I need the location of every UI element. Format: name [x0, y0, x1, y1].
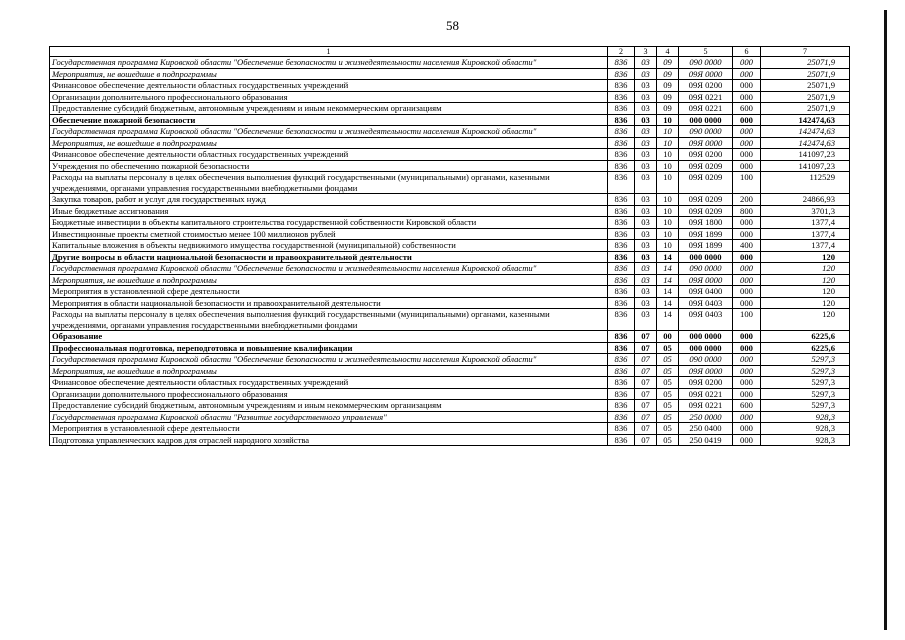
- description-cell: Организации дополнительного профессионального образования: [50, 91, 608, 103]
- amount-cell: 120: [761, 297, 850, 309]
- amount-cell: 5297,3: [761, 400, 850, 412]
- description-cell: Мероприятия, не вошедшие в подпрограммы: [50, 365, 608, 377]
- header-cell: 2: [608, 47, 635, 57]
- expense-type-cell: 200: [733, 194, 761, 206]
- ministry-code-cell: 836: [608, 91, 635, 103]
- ministry-code-cell: 836: [608, 126, 635, 138]
- ministry-code-cell: 836: [608, 274, 635, 286]
- section-cell: 03: [635, 160, 657, 172]
- description-cell: Государственная программа Кировской области "Обеспечение безопасности и жизнедеятельности населения Кировской области": [50, 57, 608, 69]
- target-article-cell: 09Я 0400: [679, 286, 733, 298]
- budget-table: [49, 46, 850, 446]
- description-cell: Государственная программа Кировской области "Обеспечение безопасности и жизнедеятельности населения Кировской области": [50, 126, 608, 138]
- target-article-cell: 000 0000: [679, 342, 733, 354]
- target-article-cell: 250 0400: [679, 423, 733, 435]
- section-cell: 07: [635, 377, 657, 389]
- expense-type-cell: 000: [733, 149, 761, 161]
- table-row: [50, 160, 850, 172]
- ministry-code-cell: 836: [608, 377, 635, 389]
- ministry-code-cell: 836: [608, 205, 635, 217]
- description-cell: Мероприятия, не вошедшие в подпрограммы: [50, 68, 608, 80]
- subsection-cell: 05: [657, 411, 679, 423]
- table-row: [50, 80, 850, 92]
- description-cell: Образование: [50, 331, 608, 343]
- expense-type-cell: 400: [733, 240, 761, 252]
- section-cell: 03: [635, 194, 657, 206]
- section-cell: 03: [635, 172, 657, 194]
- section-cell: 07: [635, 411, 657, 423]
- description-cell: Мероприятия в области национальной безопасности и правоохранительной деятельности: [50, 297, 608, 309]
- header-row: [50, 47, 850, 57]
- ministry-code-cell: 836: [608, 251, 635, 263]
- expense-type-cell: 000: [733, 297, 761, 309]
- amount-cell: 5297,3: [761, 377, 850, 389]
- budget-table-body: [50, 47, 850, 446]
- ministry-code-cell: 836: [608, 228, 635, 240]
- table-row: [50, 274, 850, 286]
- target-article-cell: 09Я 0221: [679, 400, 733, 412]
- expense-type-cell: 000: [733, 228, 761, 240]
- target-article-cell: 090 0000: [679, 263, 733, 275]
- section-cell: 07: [635, 342, 657, 354]
- subsection-cell: 10: [657, 240, 679, 252]
- description-cell: Обеспечение пожарной безопасности: [50, 114, 608, 126]
- ministry-code-cell: 836: [608, 114, 635, 126]
- amount-cell: 25071,9: [761, 103, 850, 115]
- expense-type-cell: 000: [733, 114, 761, 126]
- ministry-code-cell: 836: [608, 57, 635, 69]
- table-row: [50, 103, 850, 115]
- section-cell: 03: [635, 103, 657, 115]
- ministry-code-cell: 836: [608, 434, 635, 446]
- header-cell: 7: [761, 47, 850, 57]
- amount-cell: 24866,93: [761, 194, 850, 206]
- target-article-cell: 09Я 0403: [679, 297, 733, 309]
- ministry-code-cell: 836: [608, 286, 635, 298]
- target-article-cell: 250 0419: [679, 434, 733, 446]
- subsection-cell: 09: [657, 91, 679, 103]
- table-row: [50, 126, 850, 138]
- table-row: [50, 388, 850, 400]
- description-cell: Расходы на выплаты персоналу в целях обеспечения выполнения функций государственными (муниципальными) органами, казенными учреждениями, органами управления государственными внебюджетными фондами: [50, 172, 608, 194]
- subsection-cell: 10: [657, 194, 679, 206]
- amount-cell: 142474,63: [761, 137, 850, 149]
- subsection-cell: 14: [657, 309, 679, 331]
- section-cell: 03: [635, 91, 657, 103]
- description-cell: Профессиональная подготовка, переподготовка и повышение квалификации: [50, 342, 608, 354]
- page-number: 58: [446, 18, 459, 33]
- amount-cell: 120: [761, 309, 850, 331]
- table-row: [50, 365, 850, 377]
- expense-type-cell: 000: [733, 365, 761, 377]
- ministry-code-cell: 836: [608, 365, 635, 377]
- table-row: [50, 149, 850, 161]
- table-row: [50, 423, 850, 435]
- target-article-cell: 090 0000: [679, 57, 733, 69]
- subsection-cell: 10: [657, 172, 679, 194]
- table-row: [50, 240, 850, 252]
- subsection-cell: 14: [657, 263, 679, 275]
- expense-type-cell: 000: [733, 423, 761, 435]
- amount-cell: 141097,23: [761, 160, 850, 172]
- subsection-cell: 09: [657, 68, 679, 80]
- section-cell: 03: [635, 240, 657, 252]
- subsection-cell: 10: [657, 114, 679, 126]
- amount-cell: 1377,4: [761, 228, 850, 240]
- section-cell: 03: [635, 149, 657, 161]
- subsection-cell: 10: [657, 160, 679, 172]
- ministry-code-cell: 836: [608, 309, 635, 331]
- expense-type-cell: 000: [733, 80, 761, 92]
- description-cell: Финансовое обеспечение деятельности областных государственных учреждений: [50, 377, 608, 389]
- ministry-code-cell: 836: [608, 217, 635, 229]
- subsection-cell: 10: [657, 228, 679, 240]
- table-row: [50, 434, 850, 446]
- amount-cell: 120: [761, 251, 850, 263]
- expense-type-cell: 000: [733, 388, 761, 400]
- amount-cell: 3701,3: [761, 205, 850, 217]
- target-article-cell: 09Я 0209: [679, 205, 733, 217]
- target-article-cell: 09Я 0200: [679, 80, 733, 92]
- expense-type-cell: 000: [733, 377, 761, 389]
- expense-type-cell: 000: [733, 137, 761, 149]
- description-cell: Предоставление субсидий бюджетным, автономным учреждениям и иным некоммерческим организациям: [50, 400, 608, 412]
- target-article-cell: 09Я 0200: [679, 149, 733, 161]
- description-cell: Учреждения по обеспечению пожарной безопасности: [50, 160, 608, 172]
- header-cell: 3: [635, 47, 657, 57]
- description-cell: Инвестиционные проекты сметной стоимостью менее 100 миллионов рублей: [50, 228, 608, 240]
- table-row: [50, 286, 850, 298]
- subsection-cell: 05: [657, 354, 679, 366]
- target-article-cell: 09Я 0221: [679, 103, 733, 115]
- target-article-cell: 09Я 0221: [679, 388, 733, 400]
- description-cell: Мероприятия в установленной сфере деятельности: [50, 423, 608, 435]
- table-row: [50, 228, 850, 240]
- ministry-code-cell: 836: [608, 400, 635, 412]
- expense-type-cell: 000: [733, 160, 761, 172]
- subsection-cell: 05: [657, 365, 679, 377]
- section-cell: 03: [635, 205, 657, 217]
- description-cell: Государственная программа Кировской области "Развитие государственного управления": [50, 411, 608, 423]
- subsection-cell: 14: [657, 297, 679, 309]
- section-cell: 07: [635, 388, 657, 400]
- description-cell: Закупка товаров, работ и услуг для государственных нужд: [50, 194, 608, 206]
- target-article-cell: 09Я 1899: [679, 240, 733, 252]
- target-article-cell: 250 0000: [679, 411, 733, 423]
- section-cell: 03: [635, 297, 657, 309]
- table-row: [50, 137, 850, 149]
- target-article-cell: 09Я 1800: [679, 217, 733, 229]
- subsection-cell: 09: [657, 80, 679, 92]
- subsection-cell: 10: [657, 205, 679, 217]
- section-cell: 03: [635, 126, 657, 138]
- target-article-cell: 000 0000: [679, 114, 733, 126]
- ministry-code-cell: 836: [608, 68, 635, 80]
- expense-type-cell: 000: [733, 91, 761, 103]
- ministry-code-cell: 836: [608, 149, 635, 161]
- ministry-code-cell: 836: [608, 423, 635, 435]
- ministry-code-cell: 836: [608, 354, 635, 366]
- table-row: [50, 411, 850, 423]
- table-row: [50, 57, 850, 69]
- table-row: [50, 114, 850, 126]
- ministry-code-cell: 836: [608, 137, 635, 149]
- table-row: [50, 331, 850, 343]
- section-cell: 03: [635, 309, 657, 331]
- amount-cell: 25071,9: [761, 91, 850, 103]
- target-article-cell: 09Я 0200: [679, 377, 733, 389]
- table-row: [50, 68, 850, 80]
- expense-type-cell: 000: [733, 286, 761, 298]
- table-row: [50, 205, 850, 217]
- amount-cell: 1377,4: [761, 240, 850, 252]
- expense-type-cell: 100: [733, 172, 761, 194]
- section-cell: 03: [635, 114, 657, 126]
- amount-cell: 928,3: [761, 423, 850, 435]
- amount-cell: 928,3: [761, 411, 850, 423]
- subsection-cell: 05: [657, 342, 679, 354]
- amount-cell: 1377,4: [761, 217, 850, 229]
- subsection-cell: 05: [657, 400, 679, 412]
- amount-cell: 141097,23: [761, 149, 850, 161]
- amount-cell: 120: [761, 263, 850, 275]
- expense-type-cell: 000: [733, 57, 761, 69]
- target-article-cell: 09Я 0000: [679, 137, 733, 149]
- section-cell: 07: [635, 354, 657, 366]
- amount-cell: 142474,63: [761, 114, 850, 126]
- subsection-cell: 10: [657, 126, 679, 138]
- subsection-cell: 14: [657, 251, 679, 263]
- expense-type-cell: 000: [733, 274, 761, 286]
- ministry-code-cell: 836: [608, 240, 635, 252]
- target-article-cell: 09Я 0000: [679, 68, 733, 80]
- section-cell: 07: [635, 400, 657, 412]
- description-cell: Бюджетные инвестиции в объекты капитального строительства государственной собственности Кировской области: [50, 217, 608, 229]
- amount-cell: 25071,9: [761, 80, 850, 92]
- scan-edge-bar: [884, 10, 887, 630]
- header-cell: 1: [50, 47, 608, 57]
- description-cell: Организации дополнительного профессионального образования: [50, 388, 608, 400]
- section-cell: 03: [635, 217, 657, 229]
- section-cell: 03: [635, 57, 657, 69]
- ministry-code-cell: 836: [608, 172, 635, 194]
- expense-type-cell: 000: [733, 411, 761, 423]
- ministry-code-cell: 836: [608, 194, 635, 206]
- target-article-cell: 09Я 0403: [679, 309, 733, 331]
- section-cell: 07: [635, 331, 657, 343]
- section-cell: 07: [635, 365, 657, 377]
- expense-type-cell: 000: [733, 434, 761, 446]
- ministry-code-cell: 836: [608, 263, 635, 275]
- amount-cell: 142474,63: [761, 126, 850, 138]
- amount-cell: 5297,3: [761, 354, 850, 366]
- ministry-code-cell: 836: [608, 103, 635, 115]
- ministry-code-cell: 836: [608, 160, 635, 172]
- ministry-code-cell: 836: [608, 388, 635, 400]
- subsection-cell: 05: [657, 388, 679, 400]
- expense-type-cell: 000: [733, 263, 761, 275]
- subsection-cell: 05: [657, 377, 679, 389]
- expense-type-cell: 000: [733, 68, 761, 80]
- target-article-cell: 000 0000: [679, 251, 733, 263]
- ministry-code-cell: 836: [608, 297, 635, 309]
- amount-cell: 928,3: [761, 434, 850, 446]
- amount-cell: 6225,6: [761, 331, 850, 343]
- target-article-cell: 000 0000: [679, 331, 733, 343]
- table-row: [50, 342, 850, 354]
- subsection-cell: 14: [657, 274, 679, 286]
- section-cell: 03: [635, 251, 657, 263]
- subsection-cell: 05: [657, 434, 679, 446]
- target-article-cell: 090 0000: [679, 126, 733, 138]
- description-cell: Подготовка управленческих кадров для отраслей народного хозяйства: [50, 434, 608, 446]
- table-row: [50, 400, 850, 412]
- target-article-cell: 09Я 0209: [679, 160, 733, 172]
- amount-cell: 112529: [761, 172, 850, 194]
- expense-type-cell: 000: [733, 342, 761, 354]
- section-cell: 03: [635, 263, 657, 275]
- subsection-cell: 10: [657, 149, 679, 161]
- table-row: [50, 217, 850, 229]
- target-article-cell: 09Я 1899: [679, 228, 733, 240]
- description-cell: Иные бюджетные ассигнования: [50, 205, 608, 217]
- amount-cell: 120: [761, 286, 850, 298]
- amount-cell: 5297,3: [761, 388, 850, 400]
- description-cell: Финансовое обеспечение деятельности областных государственных учреждений: [50, 149, 608, 161]
- target-article-cell: 09Я 0000: [679, 365, 733, 377]
- ministry-code-cell: 836: [608, 331, 635, 343]
- header-cell: 4: [657, 47, 679, 57]
- expense-type-cell: 600: [733, 103, 761, 115]
- subsection-cell: 00: [657, 331, 679, 343]
- description-cell: Мероприятия, не вошедшие в подпрограммы: [50, 137, 608, 149]
- section-cell: 03: [635, 80, 657, 92]
- header-cell: 6: [733, 47, 761, 57]
- section-cell: 07: [635, 423, 657, 435]
- amount-cell: 6225,6: [761, 342, 850, 354]
- amount-cell: 25071,9: [761, 57, 850, 69]
- description-cell: Предоставление субсидий бюджетным, автономным учреждениям и иным некоммерческим организациям: [50, 103, 608, 115]
- target-article-cell: 09Я 0209: [679, 172, 733, 194]
- description-cell: Мероприятия, не вошедшие в подпрограммы: [50, 274, 608, 286]
- expense-type-cell: 800: [733, 205, 761, 217]
- subsection-cell: 10: [657, 137, 679, 149]
- target-article-cell: 09Я 0209: [679, 194, 733, 206]
- section-cell: 03: [635, 137, 657, 149]
- subsection-cell: 14: [657, 286, 679, 298]
- table-row: [50, 354, 850, 366]
- table-row: [50, 263, 850, 275]
- table-row: [50, 194, 850, 206]
- expense-type-cell: 100: [733, 309, 761, 331]
- expense-type-cell: 000: [733, 354, 761, 366]
- expense-type-cell: 600: [733, 400, 761, 412]
- section-cell: 07: [635, 434, 657, 446]
- subsection-cell: 05: [657, 423, 679, 435]
- expense-type-cell: 000: [733, 331, 761, 343]
- table-row: [50, 377, 850, 389]
- subsection-cell: 10: [657, 217, 679, 229]
- table-row: [50, 297, 850, 309]
- ministry-code-cell: 836: [608, 411, 635, 423]
- subsection-cell: 09: [657, 103, 679, 115]
- table-row: [50, 91, 850, 103]
- table-row: [50, 251, 850, 263]
- section-cell: 03: [635, 286, 657, 298]
- header-cell: 5: [679, 47, 733, 57]
- target-article-cell: 09Я 0221: [679, 91, 733, 103]
- expense-type-cell: 000: [733, 217, 761, 229]
- ministry-code-cell: 836: [608, 80, 635, 92]
- target-article-cell: 090 0000: [679, 354, 733, 366]
- target-article-cell: 09Я 0000: [679, 274, 733, 286]
- description-cell: Капитальные вложения в объекты недвижимого имущества государственной (муниципальной) собственности: [50, 240, 608, 252]
- description-cell: Финансовое обеспечение деятельности областных государственных учреждений: [50, 80, 608, 92]
- table-row: [50, 172, 850, 194]
- description-cell: Расходы на выплаты персоналу в целях обеспечения выполнения функций государственными (муниципальными) органами, казенными учреждениями, органами управления государственными внебюджетными фондами: [50, 309, 608, 331]
- section-cell: 03: [635, 68, 657, 80]
- ministry-code-cell: 836: [608, 342, 635, 354]
- section-cell: 03: [635, 228, 657, 240]
- description-cell: Мероприятия в установленной сфере деятельности: [50, 286, 608, 298]
- table-row: [50, 309, 850, 331]
- description-cell: Государственная программа Кировской области "Обеспечение безопасности и жизнедеятельности населения Кировской области": [50, 263, 608, 275]
- subsection-cell: 09: [657, 57, 679, 69]
- section-cell: 03: [635, 274, 657, 286]
- expense-type-cell: 000: [733, 126, 761, 138]
- description-cell: Другие вопросы в области национальной безопасности и правоохранительной деятельности: [50, 251, 608, 263]
- amount-cell: 5297,3: [761, 365, 850, 377]
- amount-cell: 120: [761, 274, 850, 286]
- expense-type-cell: 000: [733, 251, 761, 263]
- description-cell: Государственная программа Кировской области "Обеспечение безопасности и жизнедеятельности населения Кировской области": [50, 354, 608, 366]
- amount-cell: 25071,9: [761, 68, 850, 80]
